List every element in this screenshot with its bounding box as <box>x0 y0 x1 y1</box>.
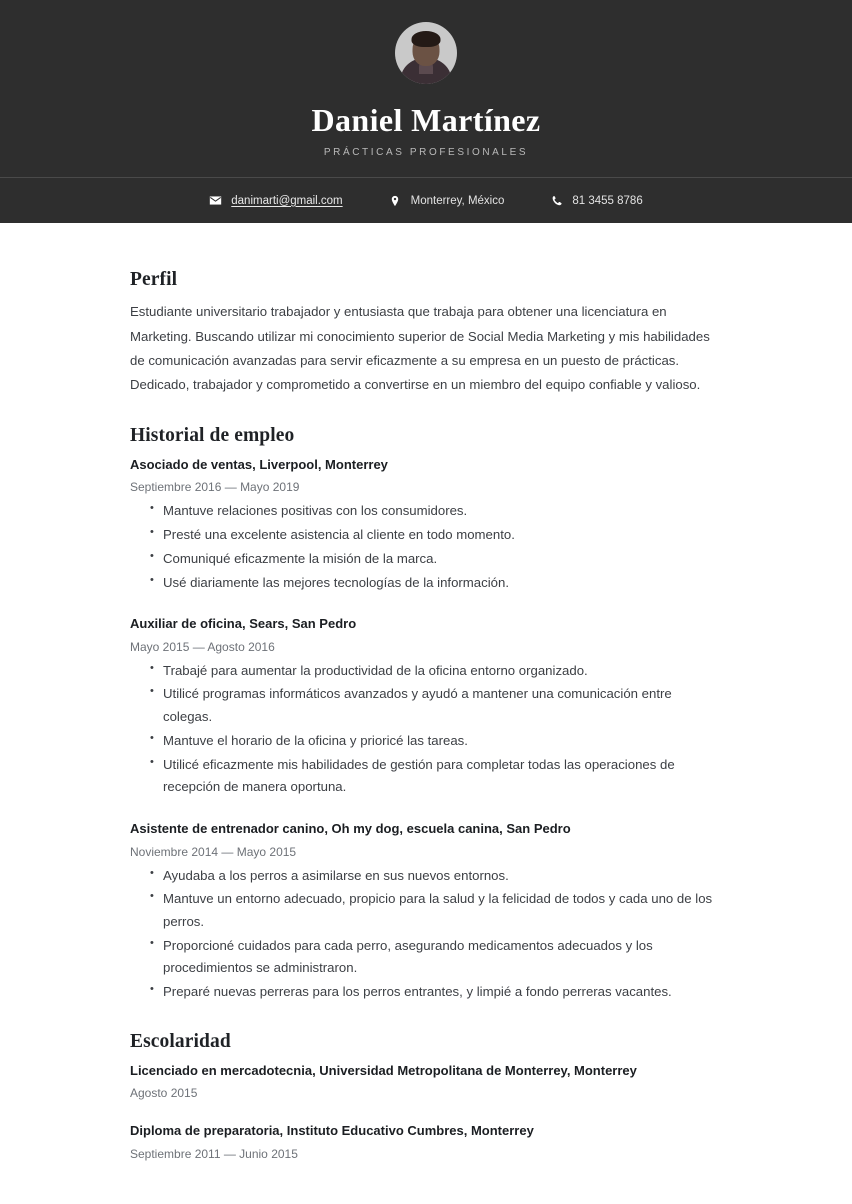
profile-text: Estudiante universitario trabajador y entusiasta que trabaja para obtener una licenciatura en Marketing. Buscando utilizar mi conocimiento superior de Social Media Marketing y mis habilidades de comunicación avanzadas para servir eficazmente a su empresa en un puesto de prácticas. Dedicado, trabajador y comprometido a convertirse en un miembro del equipo confiable y valioso. <box>130 304 710 393</box>
section-title-profile: Perfil <box>130 269 178 291</box>
employment-entry-title: Auxiliar de oficina, Sears, San Pedro <box>130 616 357 632</box>
employment-entry-bullets <box>130 865 722 1004</box>
education-entry <box>130 1122 722 1163</box>
phone-icon <box>550 194 563 207</box>
employment-entry-date: Mayo 2015 — Agosto 2016 <box>130 639 275 654</box>
list-item: • Mantuve el horario de la oficina y prioricé las tareas. <box>130 730 722 753</box>
education-entry-title: Licenciado en mercadotecnia, Universidad Metropolitana de Monterrey, Monterrey <box>130 1062 637 1078</box>
section-title-education: Escolaridad <box>130 1030 231 1052</box>
section-education <box>130 1031 722 1163</box>
avatar <box>395 22 457 84</box>
section-employment <box>130 425 722 1004</box>
employment-entry <box>130 615 722 799</box>
contact-bar <box>0 177 852 223</box>
education-entry-date: Septiembre 2011 — Junio 2015 <box>130 1146 298 1161</box>
section-title-employment: Historial de empleo <box>130 424 295 446</box>
employment-entry-title: Asistente de entrenador canino, Oh my dog, escuela canina, San Pedro <box>130 821 571 836</box>
list-item: • Ayudaba a los perros a asimilarse en sus nuevos entornos. <box>130 865 722 888</box>
map-pin-icon <box>389 194 402 207</box>
education-entry-title: Diploma de preparatoria, Instituto Educativo Cumbres, Monterrey <box>130 1123 534 1139</box>
education-entry <box>130 1062 722 1103</box>
employment-entry-bullets <box>130 500 722 594</box>
list-item: • Comuniqué eficazmente la misión de la marca. <box>130 548 722 571</box>
section-profile <box>130 269 722 398</box>
list-item: • Utilicé programas informáticos avanzados y ayudó a mantener una comunicación entre colegas. <box>130 683 722 728</box>
employment-entry-date: Noviembre 2014 — Mayo 2015 <box>130 844 297 859</box>
list-item: • Presté una excelente asistencia al cliente en todo momento. <box>130 524 722 547</box>
employment-entry <box>130 820 722 1004</box>
list-item: • Usé diariamente las mejores tecnologías de la información. <box>130 572 722 595</box>
page-title: Daniel Martínez <box>311 102 541 138</box>
employment-entry-title: Asociado de ventas, Liverpool, Monterrey <box>130 456 388 472</box>
list-item: • Trabajé para aumentar la productividad de la oficina entorno organizado. <box>130 660 722 683</box>
avatar-hair <box>412 31 441 47</box>
contact-email-value[interactable]: danimarti@gmail.com <box>231 194 343 207</box>
contact-email[interactable] <box>209 194 342 207</box>
contact-phone-value: 81 3455 8786 <box>572 194 643 207</box>
list-item: • Preparé nuevas perreras para los perros entrantes, y limpié a fondo perreras vacantes. <box>130 981 722 1004</box>
employment-entry-date: Septiembre 2016 — Mayo 2019 <box>130 480 300 495</box>
education-entry-date: Agosto 2015 <box>130 1086 198 1101</box>
employment-entry-bullets <box>130 660 722 799</box>
employment-entry <box>130 456 722 594</box>
list-item: • Mantuve un entorno adecuado, propicio para la salud y la felicidad de todos y cada uno de los perros. <box>130 888 722 933</box>
list-item: • Mantuve relaciones positivas con los consumidores. <box>130 500 722 523</box>
envelope-icon <box>209 194 222 207</box>
contact-phone <box>550 194 642 207</box>
contact-location-value: Monterrey, México <box>410 194 505 207</box>
header-subtitle: PRÁCTICAS PROFESIONALES <box>323 147 529 159</box>
list-item: • Proporcioné cuidados para cada perro, asegurando medicamentos adecuados y los procedimientos se administraron. <box>130 935 722 980</box>
resume-body <box>0 223 852 1163</box>
resume-header <box>0 0 852 177</box>
contact-location <box>389 194 505 207</box>
list-item: • Utilicé eficazmente mis habilidades de gestión para completar todas las operaciones de recepción de manera oportuna. <box>130 754 722 799</box>
